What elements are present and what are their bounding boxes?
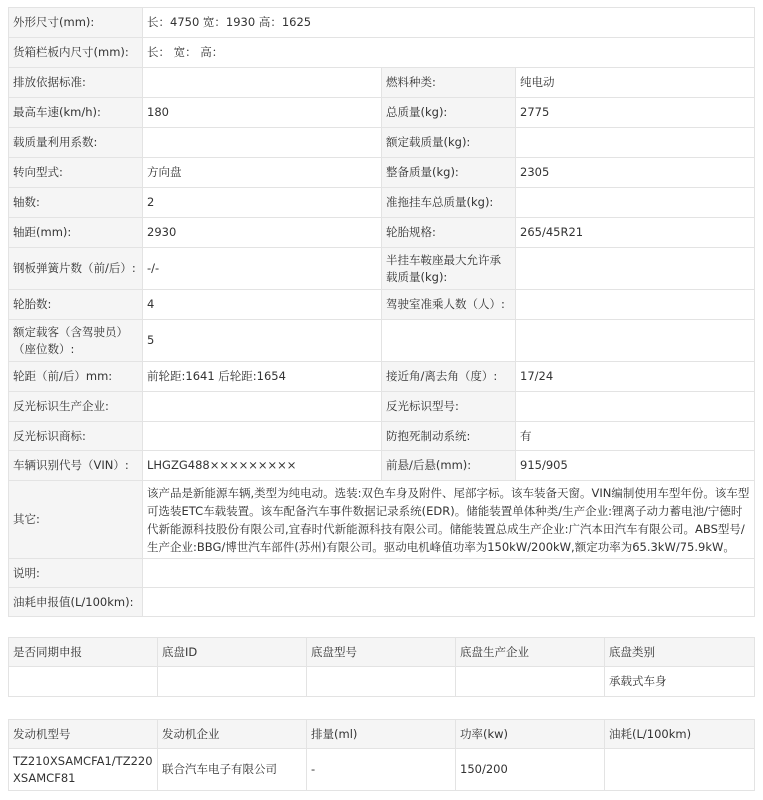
spec-label: 轮距（前/后）mm: bbox=[9, 362, 143, 392]
spec-value bbox=[516, 188, 755, 218]
spec-label: 钢板弹簧片数（前/后）: bbox=[9, 248, 143, 290]
spec-value: 265/45R21 bbox=[516, 218, 755, 248]
spec-label: 反光标识生产企业: bbox=[9, 392, 143, 422]
chassis-header: 底盘类别 bbox=[605, 638, 755, 667]
engine-table bbox=[8, 719, 755, 791]
chassis-cell bbox=[307, 667, 456, 697]
spec-label bbox=[382, 320, 516, 362]
spec-label: 车辆识别代号（VIN）: bbox=[9, 451, 143, 481]
chassis-table bbox=[8, 637, 755, 697]
spec-label-fuel: 油耗申报值(L/100km): bbox=[9, 588, 143, 617]
spec-value: 2775 bbox=[516, 98, 755, 128]
spec-value: 2305 bbox=[516, 158, 755, 188]
spec-label-note: 说明: bbox=[9, 559, 143, 588]
spec-row bbox=[9, 392, 755, 422]
spec-label: 接近角/离去角（度）: bbox=[382, 362, 516, 392]
spec-row bbox=[9, 218, 755, 248]
spec-label: 转向型式: bbox=[9, 158, 143, 188]
spec-label: 最高车速(km/h): bbox=[9, 98, 143, 128]
spec-value: 17/24 bbox=[516, 362, 755, 392]
spec-label: 额定载客（含驾驶员）（座位数）: bbox=[9, 320, 143, 362]
engine-header: 发动机型号 bbox=[9, 720, 158, 749]
spec-value: 前轮距:1641 后轮距:1654 bbox=[143, 362, 382, 392]
spec-row bbox=[9, 290, 755, 320]
spec-value: 4 bbox=[143, 290, 382, 320]
spec-label: 轮胎数: bbox=[9, 290, 143, 320]
spec-value bbox=[516, 128, 755, 158]
spec-value bbox=[516, 248, 755, 290]
engine-cell bbox=[605, 749, 755, 791]
spec-row bbox=[9, 451, 755, 481]
spec-value: -/- bbox=[143, 248, 382, 290]
spec-row bbox=[9, 98, 755, 128]
engine-row bbox=[9, 749, 755, 791]
spec-value: 180 bbox=[143, 98, 382, 128]
spec-value: 5 bbox=[143, 320, 382, 362]
spec-label: 排放依据标准: bbox=[9, 68, 143, 98]
chassis-cell bbox=[158, 667, 307, 697]
spec-value bbox=[143, 392, 382, 422]
spec-value bbox=[516, 290, 755, 320]
spec-row bbox=[9, 128, 755, 158]
chassis-row bbox=[9, 667, 755, 697]
chassis-cell bbox=[9, 667, 158, 697]
spec-value: 纯电动 bbox=[516, 68, 755, 98]
spec-label-dimensions: 外形尺寸(mm): bbox=[9, 8, 143, 38]
spec-label: 轴距(mm): bbox=[9, 218, 143, 248]
spec-row bbox=[9, 188, 755, 218]
spec-value: LHGZG488××××××××× bbox=[143, 451, 382, 481]
chassis-header: 是否同期申报 bbox=[9, 638, 158, 667]
spec-table bbox=[8, 7, 755, 617]
spec-label: 燃料种类: bbox=[382, 68, 516, 98]
engine-cell: TZ210XSAMCFA1/TZ220XSAMCF81 bbox=[9, 749, 158, 791]
engine-header: 功率(kw) bbox=[456, 720, 605, 749]
chassis-header: 底盘生产企业 bbox=[456, 638, 605, 667]
spec-value-dimensions: 长：4750 宽：1930 高：1625 bbox=[143, 8, 755, 38]
chassis-cell bbox=[456, 667, 605, 697]
spec-label: 半挂车鞍座最大允许承载质量(kg): bbox=[382, 248, 516, 290]
spec-value bbox=[143, 422, 382, 451]
spec-label: 驾驶室准乘人数（人）: bbox=[382, 290, 516, 320]
spec-value: 方向盘 bbox=[143, 158, 382, 188]
spec-label: 准拖挂车总质量(kg): bbox=[382, 188, 516, 218]
spec-value: 2 bbox=[143, 188, 382, 218]
chassis-header: 底盘型号 bbox=[307, 638, 456, 667]
spec-label: 防抱死制动系统: bbox=[382, 422, 516, 451]
spec-value-note bbox=[143, 559, 755, 588]
spec-value bbox=[516, 392, 755, 422]
spec-value: 915/905 bbox=[516, 451, 755, 481]
spec-value-cargo-box: 长： 宽： 高： bbox=[143, 38, 755, 68]
spec-label: 额定载质量(kg): bbox=[382, 128, 516, 158]
chassis-cell: 承载式车身 bbox=[605, 667, 755, 697]
spec-row bbox=[9, 320, 755, 362]
spec-label: 轮胎规格: bbox=[382, 218, 516, 248]
spec-value-other: 该产品是新能源车辆,类型为纯电动。选装:双色车身及附件、尾部字标。该车装备天窗。VIN编制使用车型年份。该车型可选装ETC车载装置。该车配备汽车事件数据记录系统(EDR)。储能装置单体种类/生产企业:锂离子动力蓄电池/宁德时代新能源科技股份有限公司,宜春时代新能源科技有限公司。储能装置总成生产企业:广汽本田汽车有限公司。ABS型号/生产企业:BBG/博世汽车部件(苏州)有限公司。驱动电机峰值功率为150kW/200kW,额定功率为65.3kW/75.9kW。 bbox=[143, 481, 755, 559]
chassis-header-row bbox=[9, 638, 755, 667]
spec-value bbox=[143, 68, 382, 98]
spec-label: 反光标识型号: bbox=[382, 392, 516, 422]
spec-label: 总质量(kg): bbox=[382, 98, 516, 128]
spec-value: 有 bbox=[516, 422, 755, 451]
chassis-header: 底盘ID bbox=[158, 638, 307, 667]
spec-label: 整备质量(kg): bbox=[382, 158, 516, 188]
engine-cell: 联合汽车电子有限公司 bbox=[158, 749, 307, 791]
spec-label: 载质量利用系数: bbox=[9, 128, 143, 158]
engine-header: 排量(ml) bbox=[307, 720, 456, 749]
spec-label: 轴数: bbox=[9, 188, 143, 218]
spec-label: 反光标识商标: bbox=[9, 422, 143, 451]
spec-label-cargo-box: 货箱栏板内尺寸(mm): bbox=[9, 38, 143, 68]
spec-value bbox=[143, 128, 382, 158]
spec-label-other: 其它: bbox=[9, 481, 143, 559]
spec-label: 前悬/后悬(mm): bbox=[382, 451, 516, 481]
spec-row bbox=[9, 68, 755, 98]
spec-row bbox=[9, 248, 755, 290]
engine-cell: 150/200 bbox=[456, 749, 605, 791]
spec-row bbox=[9, 422, 755, 451]
spec-value: 2930 bbox=[143, 218, 382, 248]
engine-cell: - bbox=[307, 749, 456, 791]
spec-value bbox=[516, 320, 755, 362]
engine-header: 油耗(L/100km) bbox=[605, 720, 755, 749]
engine-header-row bbox=[9, 720, 755, 749]
spec-row bbox=[9, 362, 755, 392]
spec-row bbox=[9, 158, 755, 188]
spec-value-fuel bbox=[143, 588, 755, 617]
engine-header: 发动机企业 bbox=[158, 720, 307, 749]
